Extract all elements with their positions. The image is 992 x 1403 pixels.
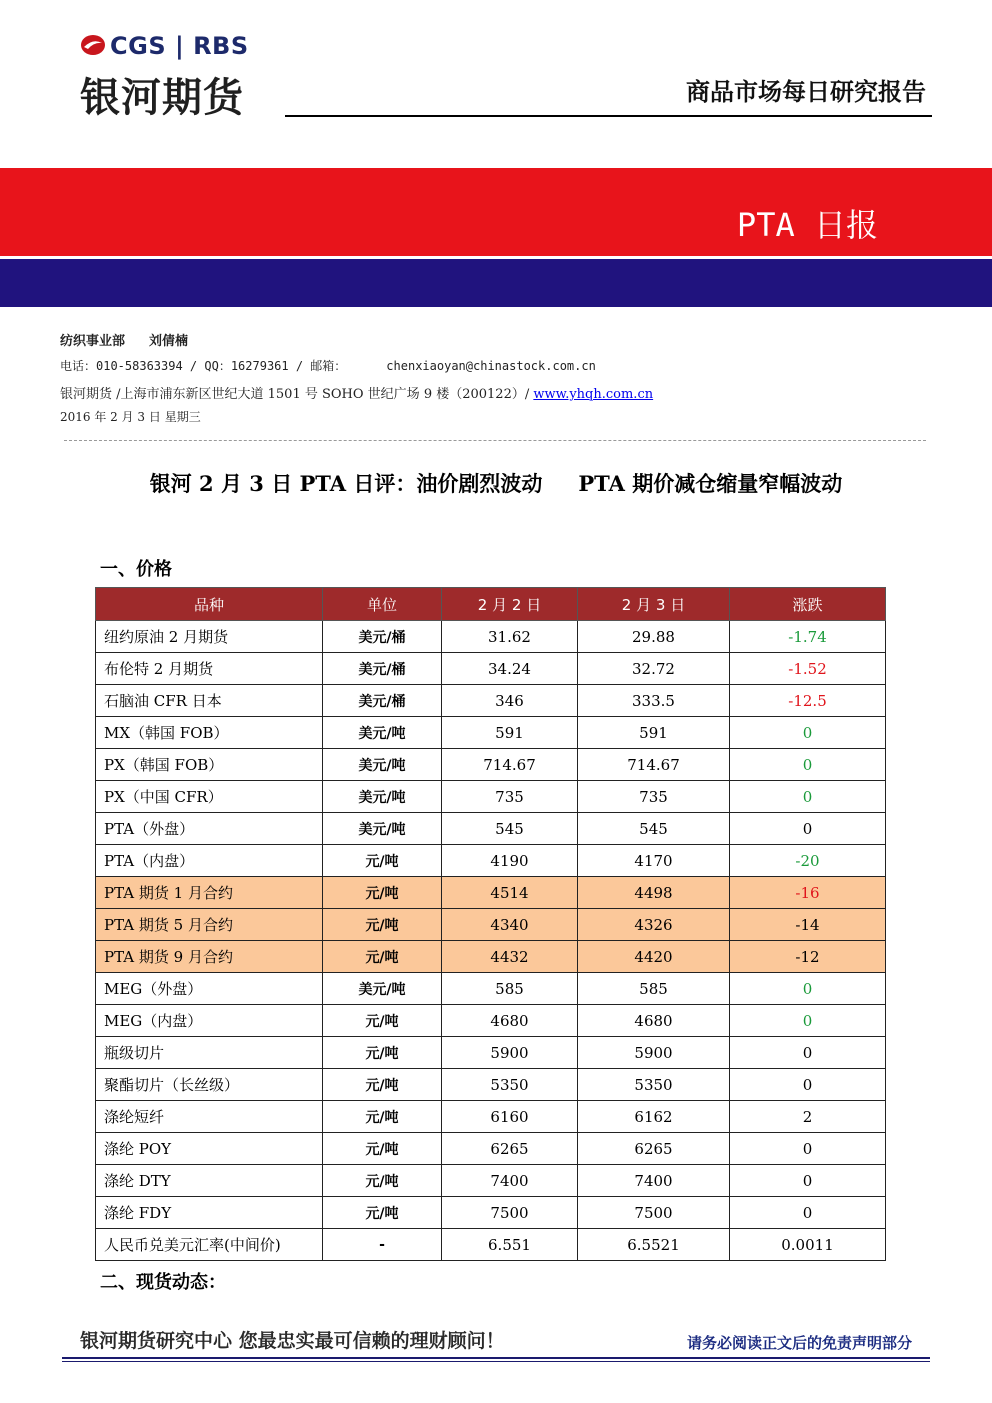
- table-row: [96, 1005, 886, 1037]
- cell-value-feb3: 591: [578, 717, 730, 749]
- dashed-divider: [64, 440, 926, 441]
- col-header-product: 品种: [96, 588, 323, 621]
- brand-logo-text: CGS | RBS: [110, 32, 249, 60]
- cell-change: -14: [730, 909, 886, 941]
- report-date: 2016 年 2 月 3 日 星期三: [60, 410, 201, 424]
- cell-product: MEG（内盘）: [96, 1005, 323, 1037]
- cell-value-feb2: 4680: [442, 1005, 578, 1037]
- cell-value-feb2: 5350: [442, 1069, 578, 1101]
- cell-change: -12: [730, 941, 886, 973]
- cell-product: MX（韩国 FOB）: [96, 717, 323, 749]
- cell-unit: 美元/桶: [323, 685, 442, 717]
- col-header-change: 涨跌: [730, 588, 886, 621]
- footer-disclaimer: 请务必阅读正文后的免责声明部分: [686, 1334, 912, 1352]
- cell-unit: 元/吨: [323, 1069, 442, 1101]
- report-type: 商品市场每日研究报告: [686, 78, 926, 106]
- cell-change: 0: [730, 1037, 886, 1069]
- cell-unit: 美元/吨: [323, 717, 442, 749]
- table-row: [96, 909, 886, 941]
- cell-value-feb2: 5900: [442, 1037, 578, 1069]
- cell-value-feb3: 6265: [578, 1133, 730, 1165]
- table-row: [96, 717, 886, 749]
- cell-product: PTA 期货 5 月合约: [96, 909, 323, 941]
- cell-product: PX（韩国 FOB）: [96, 749, 323, 781]
- cell-value-feb2: 6.551: [442, 1229, 578, 1261]
- cell-product: PTA 期货 9 月合约: [96, 941, 323, 973]
- cell-change: 0: [730, 781, 886, 813]
- contact-line: [60, 357, 596, 374]
- cell-unit: 美元/桶: [323, 653, 442, 685]
- cell-product: 瓶级切片: [96, 1037, 323, 1069]
- department: 纺织事业部: [60, 334, 126, 349]
- table-row: [96, 845, 886, 877]
- cell-product: 布伦特 2 月期货: [96, 653, 323, 685]
- cell-unit: 元/吨: [323, 877, 442, 909]
- cell-value-feb3: 7400: [578, 1165, 730, 1197]
- author-line: [60, 330, 188, 349]
- cell-value-feb3: 333.5: [578, 685, 730, 717]
- cell-product: 聚酯切片（长丝级）: [96, 1069, 323, 1101]
- cell-change: 2: [730, 1101, 886, 1133]
- table-row: [96, 973, 886, 1005]
- cell-unit: 美元/吨: [323, 973, 442, 1005]
- cell-change: 0: [730, 1133, 886, 1165]
- table-row: [96, 813, 886, 845]
- cell-value-feb3: 585: [578, 973, 730, 1005]
- address: 银河期货 /上海市浦东新区世纪大道 1501 号 SOHO 世纪广场 9 楼（200122）/: [60, 387, 534, 402]
- col-header-date2: 2 月 3 日: [578, 588, 730, 621]
- cell-unit: 美元/桶: [323, 621, 442, 653]
- table-row: [96, 749, 886, 781]
- cell-unit: 元/吨: [323, 1165, 442, 1197]
- cell-product: MEG（外盘）: [96, 973, 323, 1005]
- table-row: [96, 1069, 886, 1101]
- cell-unit: 元/吨: [323, 1037, 442, 1069]
- cell-change: 0: [730, 717, 886, 749]
- cell-unit: 元/吨: [323, 1133, 442, 1165]
- cell-unit: -: [323, 1229, 442, 1261]
- cell-value-feb3: 4680: [578, 1005, 730, 1037]
- cell-value-feb3: 735: [578, 781, 730, 813]
- cell-value-feb2: 7500: [442, 1197, 578, 1229]
- cell-unit: 美元/吨: [323, 813, 442, 845]
- cell-change: -20: [730, 845, 886, 877]
- table-row: [96, 653, 886, 685]
- headline-part2: PTA 期价减仓缩量窄幅波动: [578, 471, 843, 496]
- cell-value-feb2: 346: [442, 685, 578, 717]
- cell-change: 0: [730, 813, 886, 845]
- navy-banner: [0, 259, 992, 307]
- email-address: chenxiaoyan@chinastock.com.cn: [386, 359, 596, 373]
- cell-product: PTA（内盘）: [96, 845, 323, 877]
- cell-value-feb2: 735: [442, 781, 578, 813]
- table-row: [96, 941, 886, 973]
- table-row: [96, 1133, 886, 1165]
- cell-unit: 元/吨: [323, 1197, 442, 1229]
- cell-value-feb3: 5350: [578, 1069, 730, 1101]
- cell-value-feb2: 4340: [442, 909, 578, 941]
- cell-value-feb2: 31.62: [442, 621, 578, 653]
- cell-product: PX（中国 CFR）: [96, 781, 323, 813]
- table-row: [96, 685, 886, 717]
- table-body: [96, 621, 886, 1261]
- cell-value-feb3: 4170: [578, 845, 730, 877]
- cell-value-feb3: 545: [578, 813, 730, 845]
- price-table: [95, 587, 886, 1261]
- cgs-logo-icon: [80, 34, 106, 56]
- cell-value-feb3: 4326: [578, 909, 730, 941]
- cell-value-feb2: 7400: [442, 1165, 578, 1197]
- cell-value-feb2: 4432: [442, 941, 578, 973]
- cell-value-feb2: 4190: [442, 845, 578, 877]
- cell-product: 石脑油 CFR 日本: [96, 685, 323, 717]
- cell-value-feb3: 6162: [578, 1101, 730, 1133]
- cell-product: 涤纶 POY: [96, 1133, 323, 1165]
- header-rule: [285, 115, 932, 117]
- cell-value-feb2: 6265: [442, 1133, 578, 1165]
- cell-unit: 美元/吨: [323, 781, 442, 813]
- cell-value-feb3: 4498: [578, 877, 730, 909]
- cell-unit: 美元/吨: [323, 749, 442, 781]
- cell-value-feb3: 5900: [578, 1037, 730, 1069]
- cell-change: 0: [730, 1005, 886, 1037]
- headline: [0, 468, 992, 498]
- footer-slogan: 银河期货研究中心 您最忠实最可信赖的理财顾问！: [80, 1330, 505, 1352]
- address-line: [60, 383, 653, 402]
- table-row: [96, 1101, 886, 1133]
- cell-value-feb2: 545: [442, 813, 578, 845]
- cell-change: -12.5: [730, 685, 886, 717]
- col-header-unit: 单位: [323, 588, 442, 621]
- cell-value-feb3: 6.5521: [578, 1229, 730, 1261]
- table-row: [96, 877, 886, 909]
- website-link[interactable]: www.yhqh.com.cn: [533, 387, 654, 402]
- cell-value-feb2: 585: [442, 973, 578, 1005]
- section-price-heading: 一、价格: [100, 559, 172, 580]
- cell-value-feb2: 6160: [442, 1101, 578, 1133]
- cell-product: 涤纶短纤: [96, 1101, 323, 1133]
- cell-unit: 元/吨: [323, 845, 442, 877]
- cell-unit: 元/吨: [323, 941, 442, 973]
- cell-value-feb3: 7500: [578, 1197, 730, 1229]
- col-header-date1: 2 月 2 日: [442, 588, 578, 621]
- footer-rule-thin: [62, 1361, 930, 1362]
- brand-name: 银河期货: [80, 75, 244, 121]
- cell-product: PTA（外盘）: [96, 813, 323, 845]
- table-row: [96, 781, 886, 813]
- cell-unit: 元/吨: [323, 909, 442, 941]
- section-spot-heading: 二、现货动态：: [100, 1272, 226, 1293]
- footer-rule: [62, 1357, 930, 1359]
- table-row: [96, 621, 886, 653]
- cell-change: 0: [730, 1165, 886, 1197]
- cell-value-feb3: 714.67: [578, 749, 730, 781]
- cell-change: -1.52: [730, 653, 886, 685]
- report-title: PTA 日报: [736, 206, 878, 244]
- cell-value-feb3: 32.72: [578, 653, 730, 685]
- cell-change: 0.0011: [730, 1229, 886, 1261]
- cell-change: -1.74: [730, 621, 886, 653]
- cell-change: -16: [730, 877, 886, 909]
- cell-change: 0: [730, 1197, 886, 1229]
- cell-product: 纽约原油 2 月期货: [96, 621, 323, 653]
- cell-product: 涤纶 DTY: [96, 1165, 323, 1197]
- cell-change: 0: [730, 749, 886, 781]
- cell-value-feb2: 714.67: [442, 749, 578, 781]
- table-header-row: [96, 588, 886, 621]
- cell-change: 0: [730, 973, 886, 1005]
- cell-value-feb2: 34.24: [442, 653, 578, 685]
- cell-unit: 元/吨: [323, 1101, 442, 1133]
- headline-part1: 银河 2 月 3 日 PTA 日评：油价剧烈波动: [149, 471, 543, 496]
- author-name: 刘倩楠: [149, 334, 189, 349]
- cell-value-feb3: 29.88: [578, 621, 730, 653]
- cell-change: 0: [730, 1069, 886, 1101]
- cell-product: PTA 期货 1 月合约: [96, 877, 323, 909]
- cell-product: 人民币兑美元汇率(中间价): [96, 1229, 323, 1261]
- contact-info: 电话：010-58363394 / QQ：16279361 / 邮箱：: [60, 359, 347, 373]
- cell-product: 涤纶 FDY: [96, 1197, 323, 1229]
- table-row: [96, 1165, 886, 1197]
- table-row: [96, 1229, 886, 1261]
- cell-value-feb2: 591: [442, 717, 578, 749]
- table-row: [96, 1037, 886, 1069]
- cell-value-feb3: 4420: [578, 941, 730, 973]
- table-row: [96, 1197, 886, 1229]
- cell-unit: 元/吨: [323, 1005, 442, 1037]
- cell-value-feb2: 4514: [442, 877, 578, 909]
